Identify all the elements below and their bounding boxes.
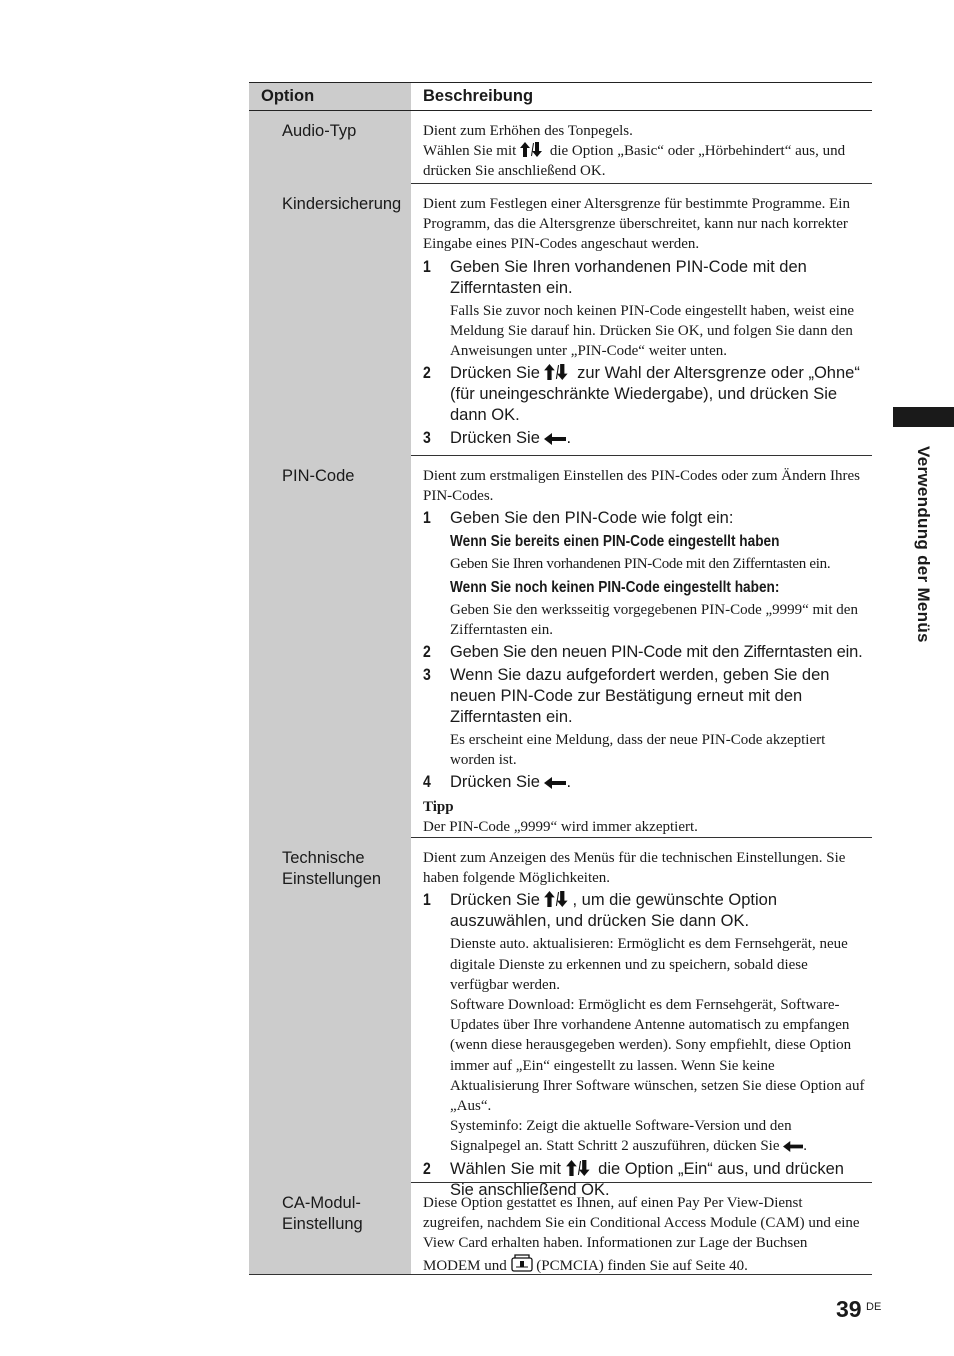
step-item: 1 Drücken Sie , um die gewünschte Option auszuwählen, und drücken Sie dann OK. [423, 891, 778, 931]
up-down-arrow-icon [544, 891, 572, 907]
option-label: Kindersicherung [282, 195, 402, 213]
page-number: 39 [836, 1296, 862, 1322]
return-arrow-icon [544, 777, 566, 789]
option-label: Technische Einstellungen [282, 849, 382, 888]
description-text: Wählen Sie mit die Option „Basic“ oder „Hörbehindert“ aus, und drücken Sie anschließend OK. [423, 143, 846, 180]
option-label: Audio-Typ [282, 122, 357, 140]
option-label: CA-Modul-Einstellung [282, 1194, 363, 1233]
subheading: Wenn Sie bereits einen PIN-Code eingestellt haben [450, 533, 780, 551]
description-text: Dient zum erstmaligen Einstellen des PIN-Codes oder zum Ändern Ihres PIN-Codes. [423, 468, 860, 505]
table-row [249, 838, 872, 1199]
step-note: Falls Sie zuvor noch keinen PIN-Code eingestellt haben, weist eine Meldung Sie darauf hin. Drücken Sie OK, und folgen Sie dann den Anweisungen unter „PIN-Code“ weiter unten. [450, 302, 855, 360]
table-header [249, 82, 872, 111]
table-row [249, 184, 872, 456]
up-down-arrow-icon [566, 1160, 594, 1176]
step-note: Systeminfo: Zeigt die aktuelle Software-Version und den Signalpegel an. Statt Schritt 2 auszuführen, dücken Sie . [450, 1118, 808, 1155]
step-item: 2 Geben Sie den neuen PIN-Code mit den Zifferntasten ein. [423, 643, 863, 662]
step-note: Geben Sie Ihren vorhandenen PIN-Code mit den Zifferntasten ein. [450, 556, 831, 573]
step-note: Geben Sie den werksseitig vorgegebenen PIN-Code „9999“ mit den Zifferntasten ein. [450, 601, 858, 638]
table-row [249, 111, 872, 184]
description-text: Dient zum Anzeigen des Menüs für die technischen Einstellungen. Sie haben folgende Möglichkeiten. [423, 850, 846, 887]
up-down-arrow-icon [520, 142, 546, 157]
description-text: Diese Option gestattet es Ihnen, auf einen Pay Per View-Dienst zugreifen, nachdem Sie ein Conditional Access Module (CAM) und eine View Card erhalten haben. Informationen zur Lage der Buchsen MODEM und (PCMCIA) finden Sie auf Seite 40. [423, 1195, 860, 1274]
section-tab-marker [893, 407, 954, 427]
step-note: Software Download: Ermöglicht es dem Fernsehgerät, Software-Updates über Ihre vorhandene Antenne automatisch zu empfangen (wenn diese herausgegeben werden). Sony empfiehlt, diese Option immer auf „Ein“ eingestellt zu lassen. Wenn Sie keine Aktualisierung Ihrer Software wünschen, setzen Sie diese Option auf „Aus“. [450, 997, 865, 1115]
up-down-arrow-icon [544, 364, 572, 380]
step-item: 2 Wählen Sie mit die Option „Ein“ aus, und drücken Sie anschließend OK. [423, 1159, 844, 1199]
step-note: Es erscheint eine Meldung, dass der neue PIN-Code akzeptiert worden ist. [450, 732, 826, 769]
tip-title: Tipp [423, 799, 454, 816]
header-option: Option [249, 82, 411, 111]
step-item: 1 Geben Sie Ihren vorhandenen PIN-Code mit den Zifferntasten ein. [423, 257, 807, 297]
tip-text: Der PIN-Code „9999“ wird immer akzeptiert. [423, 819, 698, 836]
return-arrow-icon [783, 1141, 803, 1152]
description-text: Dient zum Erhöhen des Tonpegels. [423, 123, 633, 139]
pcmcia-slot-icon [511, 1254, 533, 1272]
return-arrow-icon [544, 433, 566, 445]
step-item: 2 Drücken Sie zur Wahl der Altersgrenze oder „Ohne“ (für uneingeschränkte Wiedergabe), und drücken Sie dann OK. [423, 364, 860, 425]
header-description: Beschreibung [411, 82, 872, 111]
step-item: 1 Geben Sie den PIN-Code wie folgt ein: [423, 509, 734, 528]
subheading: Wenn Sie noch keinen PIN-Code eingestellt haben: [450, 578, 780, 596]
section-tab-label: Verwendung der Menüs [914, 446, 933, 643]
option-label: PIN-Code [282, 467, 355, 485]
step-note: Dienste auto. aktualisieren: Ermöglicht es dem Fernsehgerät, neue digitale Dienste zu erkennen und zu speichern, sobald diese verfügbar werden. [450, 936, 848, 993]
page-language: DE [866, 1301, 882, 1313]
step-item: 4 Drücken Sie . [423, 773, 572, 792]
step-item: 3 Wenn Sie dazu aufgefordert werden, geben Sie den neuen PIN-Code zur Bestätigung erneut mit den Zifferntasten ein. [423, 666, 830, 727]
step-item: 3 Drücken Sie . [423, 429, 572, 448]
table-row [249, 1183, 872, 1275]
option-table [249, 82, 872, 1275]
table-row [249, 456, 872, 838]
description-text: Dient zum Festlegen einer Altersgrenze für bestimmte Programme. Ein Programm, das die Altersgrenze überschreitet, kann nur nach korrekter Eingabe eines PIN-Codes angeschaut werden. [423, 196, 850, 253]
